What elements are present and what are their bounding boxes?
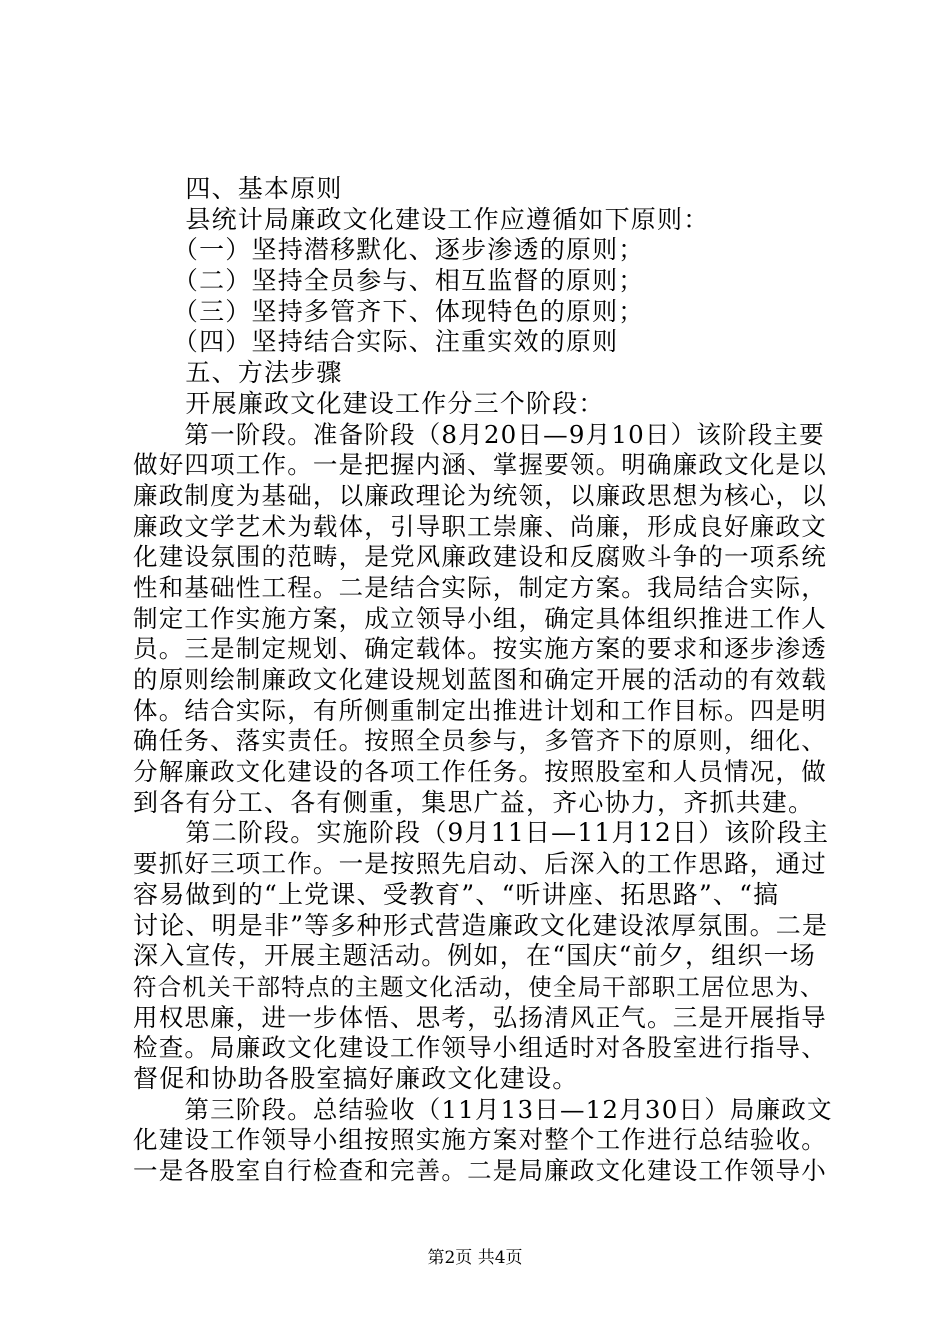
body-line: （二）坚持全员参与、相互监督的原则；: [133, 266, 645, 296]
body-line: 检查。局廉政文化建设工作领导小组适时对各股室进行指导、: [133, 1033, 827, 1063]
page-footer: [0, 1247, 950, 1269]
body-line: 廉政文学艺术为载体，引导职工崇廉、尚廉，形成良好廉政文: [133, 511, 827, 541]
body-line: 的原则绘制廉政文化建设规划蓝图和确定开展的活动的有效载: [133, 665, 827, 694]
body-line: （四）坚持结合实际、注重实效的原则: [133, 327, 619, 357]
body-line: 第一阶段。准备阶段（8月20日—9月10日）该阶段主要: [133, 419, 825, 449]
body-line: 讨论、明是非”等多种形式营造廉政文化建设浓厚氛围。二是: [133, 910, 829, 940]
body-line: 到各有分工、各有侧重，集思广益，齐心协力，齐抓共建。: [133, 787, 815, 817]
body-line: 体。结合实际，有所侧重制定出推进计划和工作目标。四是明: [133, 695, 827, 725]
body-line: 深入宣传，开展主题活动。例如，在“国庆“前夕，组织一场: [133, 941, 816, 971]
body-line: 县统计局廉政文化建设工作应遵循如下原则：: [133, 204, 710, 234]
body-line: 督促和协助各股室搞好廉政文化建设。: [133, 1063, 579, 1093]
page-number-label: 第2页 共4页: [427, 1248, 523, 1268]
body-line: 化建设氛围的范畴，是党风廉政建设和反腐败斗争的一项系统: [133, 542, 827, 572]
body-line: 一是各股室自行检查和完善。二是局廉政文化建设工作领导小: [133, 1156, 827, 1185]
body-line: 用权思廉，进一步体悟、思考，弘扬清风正气。三是开展指导: [133, 1002, 827, 1032]
body-line: 确任务、落实责任。按照全员参与，多管齐下的原则，细化、: [133, 726, 827, 756]
body-line: 容易做到的“上党课、受教育”、“听讲座、拓思路”、“搞: [133, 879, 780, 909]
body-line: 化建设工作领导小组按照实施方案对整个工作进行总结验收。: [133, 1125, 827, 1155]
body-line: 第二阶段。实施阶段（9月11日—11月12日）该阶段主: [133, 818, 830, 848]
body-line: 员。三是制定规划、确定载体。按实施方案的要求和逐步渗透: [133, 634, 827, 664]
body-line: 五、方法步骤: [133, 358, 343, 388]
body-line: 开展廉政文化建设工作分三个阶段：: [133, 388, 605, 418]
body-line: （三）坚持多管齐下、体现特色的原则；: [133, 296, 645, 326]
body-line: 符合机关干部特点的主题文化活动，使全局干部职工居位思为、: [133, 972, 825, 1001]
body-line: 四、基本原则: [133, 174, 343, 203]
body-line: 廉政制度为基础，以廉政理论为统领，以廉政思想为核心，以: [133, 480, 827, 510]
body-line: （一）坚持潜移默化、逐步渗透的原则；: [133, 235, 645, 265]
body-line: 要抓好三项工作。一是按照先启动、后深入的工作思路，通过: [133, 849, 827, 879]
document-body: [133, 174, 833, 1187]
body-line: 性和基础性工程。二是结合实际，制定方案。我局结合实际，: [133, 572, 827, 602]
body-line: 分解廉政文化建设的各项工作任务。按照股室和人员情况，做: [133, 757, 827, 787]
body-line: 制定工作实施方案，成立领导小组，确定具体组织推进工作人: [133, 603, 827, 633]
body-line: 第三阶段。总结验收（11月13日—12月30日）局廉政文: [133, 1094, 833, 1124]
body-line: 做好四项工作。一是把握内涵、掌握要领。明确廉政文化是以: [133, 450, 827, 480]
